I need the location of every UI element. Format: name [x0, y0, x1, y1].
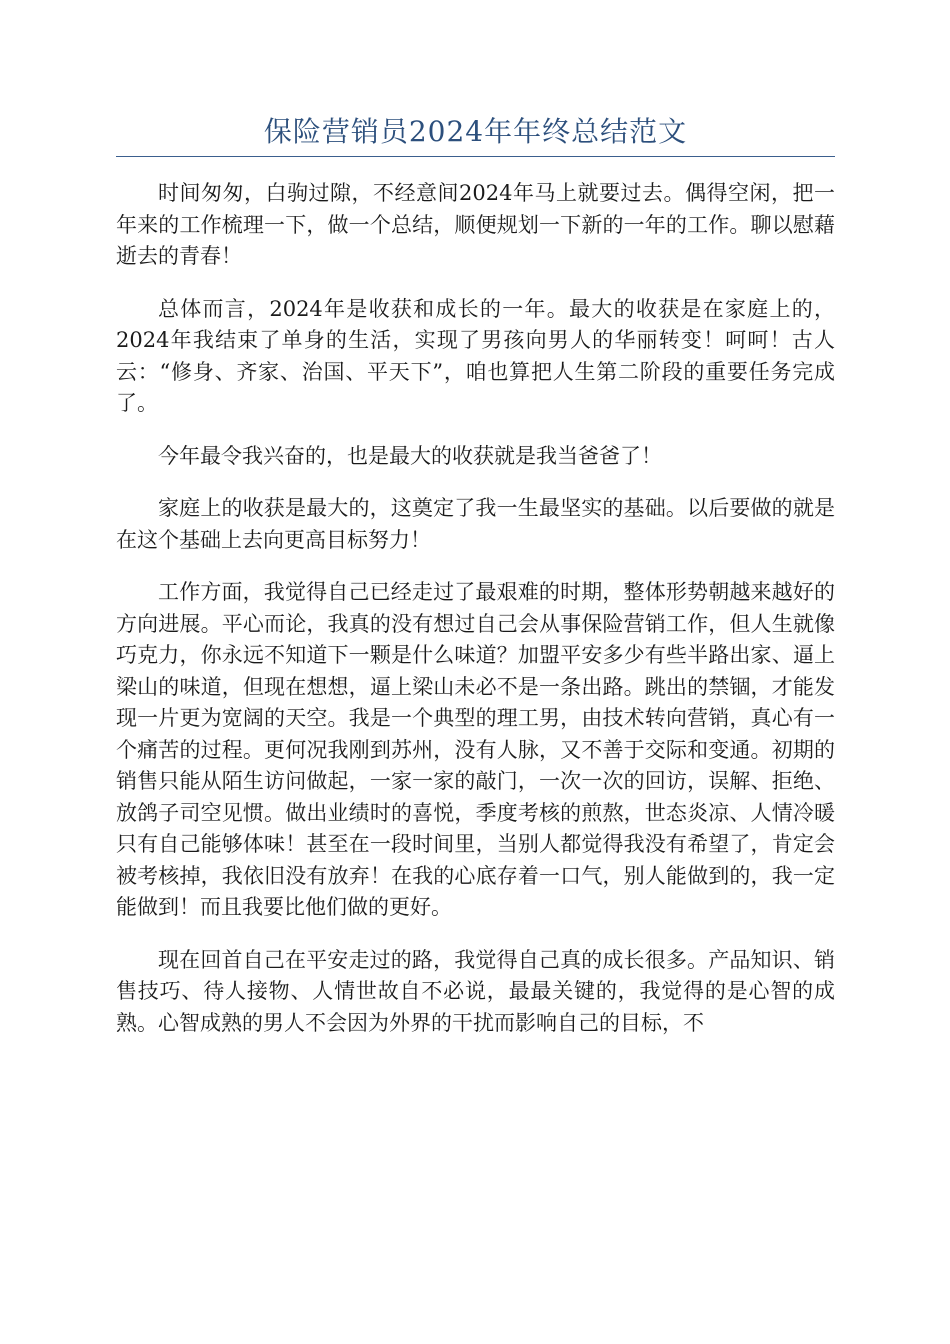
paragraph: 现在回首自己在平安走过的路，我觉得自己真的成长很多。产品知识、销售技巧、待人接物、人情世故自不必说，最最关键的，我觉得的是心智的成熟。心智成熟的男人不会因为外界的干扰而影响自己的目标，不	[116, 947, 835, 1035]
title-block	[116, 112, 835, 157]
document-body	[116, 178, 835, 1060]
paragraph: 时间匆匆，白驹过隙，不经意间2024年马上就要过去。偶得空闲，把一年来的工作梳理一下，做一个总结，顺便规划一下新的一年的工作。聊以慰藉逝去的青春！	[116, 181, 835, 268]
document-title: 保险营销员2024年年终总结范文	[263, 115, 688, 148]
paragraph: 家庭上的收获是最大的，这奠定了我一生最坚实的基础。以后要做的就是在这个基础上去向更高目标努力！	[116, 496, 835, 552]
paragraph: 今年最令我兴奋的，也是最大的收获就是我当爸爸了！	[158, 443, 662, 468]
paragraph: 工作方面，我觉得自己已经走过了最艰难的时期，整体形势朝越来越好的方向进展。平心而论，我真的没有想过自己会从事保险营销工作，但人生就像巧克力，你永远不知道下一颗是什么味道？加盟平安多少有些半路出家、逼上梁山的味道，但现在想想，逼上梁山未必不是一条出路。跳出的禁锢，才能发现一片更为宽阔的天空。我是一个典型的理工男，由技术转向营销，真心有一个痛苦的过程。更何况我刚到苏州，没有人脉，又不善于交际和变通。初期的销售只能从陌生访问做起，一家一家的敲门，一次一次的回访，误解、拒绝、放鸽子司空见惯。做出业绩时的喜悦，季度考核的煎熬，世态炎凉、人情冷暖只有自己能够体味！甚至在一段时间里，当别人都觉得我没有希望了，肯定会被考核掉，我依旧没有放弃！在我的心底存着一口气，别人能做到的，我一定能做到！而且我要比他们做的更好。	[116, 580, 835, 919]
paragraph: 总体而言，2024年是收获和成长的一年。最大的收获是在家庭上的，2024年我结束了单身的生活，实现了男孩向男人的华丽转变！呵呵！古人云：“修身、齐家、治国、平天下”，咱也算把人生第二阶段的重要任务完成了。	[116, 296, 835, 415]
